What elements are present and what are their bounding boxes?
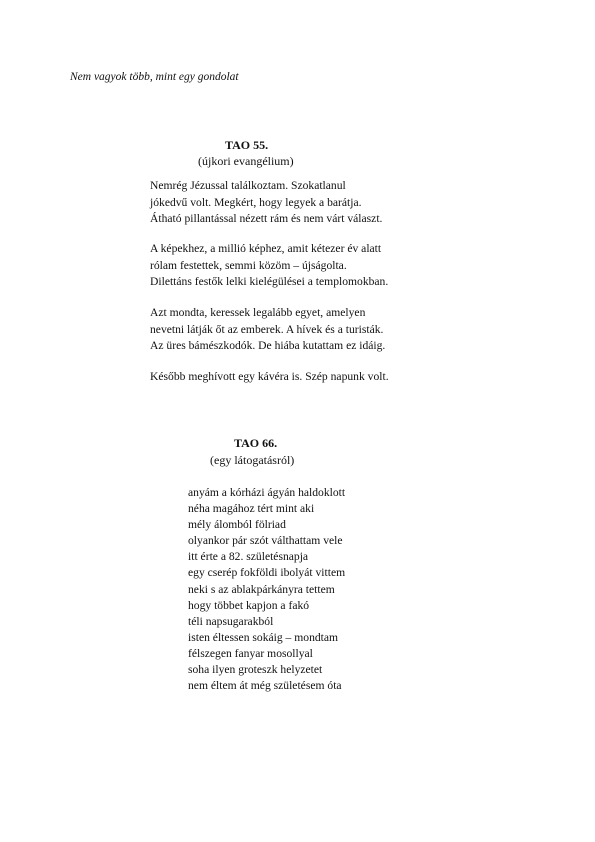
poem-line: nem éltem át még születésem óta — [188, 679, 342, 693]
poem-stanza — [150, 241, 388, 291]
poem-line: itt érte a 82. születésnapja — [188, 550, 309, 564]
poem-line: néha magához tért mint aki — [188, 502, 315, 516]
poem-line: hogy többet kapjon a fakó — [188, 598, 310, 612]
poem-line: isten éltessen sokáig – mondtam — [188, 630, 339, 644]
poem-line: félszegen fanyar mosollyal — [188, 646, 313, 660]
poem-title: TAO 66. — [234, 436, 278, 450]
poem-line: Azt mondta, keressek legalább egyet, amelyen — [150, 306, 366, 319]
poem-line: téli napsugarakból — [188, 614, 274, 628]
poem-title: TAO 55. — [225, 138, 269, 152]
poem-subtitle: (újkori evangélium) — [198, 154, 294, 168]
poem-line: rólam festettek, semmi közöm – újságolta. — [150, 258, 347, 272]
poem-line: Nemrég Jézussal találkoztam. Szokatlanul — [150, 179, 346, 192]
poem-line: Átható pillantással nézett rám és nem várt választ. — [150, 212, 383, 226]
poem-stanza — [150, 305, 385, 355]
page-header: Nem vagyok több, mint egy gondolat — [70, 71, 239, 83]
poem-line: Később meghívott egy kávéra is. Szép napunk volt. — [150, 370, 389, 383]
poem-line: olyankor pár szót válthattam vele — [188, 534, 343, 548]
poem-line: anyám a kórházi ágyán haldoklott — [188, 486, 346, 499]
poem-line: Dilettáns festők lelki kielégülései a templomokban. — [150, 275, 389, 289]
poem-line: mély álomból fölriad — [188, 518, 286, 532]
poem-line: egy cserép fokföldi ibolyát vittem — [188, 566, 346, 580]
poem-line: neki s az ablakpárkányra tettem — [188, 582, 335, 596]
poem-line: jókedvű volt. Megkért, hogy legyek a barátja. — [150, 195, 362, 209]
poem-line: A képekhez, a millió képhez, amit kétezer év alatt — [150, 242, 382, 255]
poem-stanza — [150, 178, 382, 228]
poem-stanza — [150, 369, 389, 386]
poem-stanza — [188, 485, 345, 694]
poem-line: Az üres bámészkodók. De hiába kutattam ez idáig. — [150, 339, 386, 353]
poem-line: nevetni látják őt az emberek. A hívek és a turisták. — [150, 322, 384, 336]
poem-subtitle: (egy látogatásról) — [210, 453, 295, 467]
poem-line: soha ilyen groteszk helyzetet — [188, 663, 323, 677]
